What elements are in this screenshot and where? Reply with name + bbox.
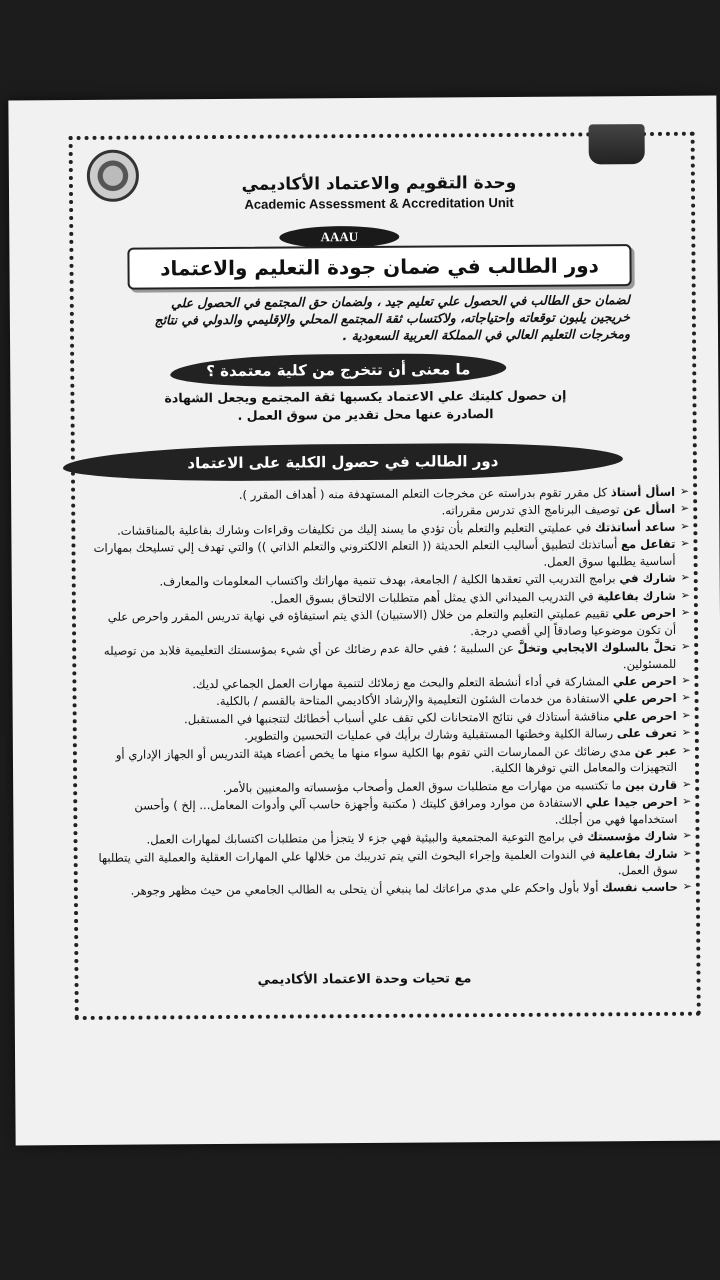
unit-title-arabic: وحدة التقويم والاعتماد الأكاديمي [241,172,517,195]
header [89,172,669,213]
list-item-text: ما تكتسبه من مهارات مع متطلبات سوق العمل وأصحاب مؤسساته والمعنيين بالأمر. [222,777,622,795]
list-item-lead: تفاعل مع [620,537,676,552]
section1-text: إن حصول كليتك علي الاعتماد يكسبها ثقة المجتمع ويجعل الشهادة الصادرة عنها محل تقدير من سوق العمل . [164,387,567,424]
arrow-bullet-icon: ➢ [682,846,692,860]
list-item-text: أساتذتك لتطبيق أساليب التعلم الحديثة (( التعلم الالكتروني والتعلم الذاتي )) والتي تهدف إلي تسليحك بمهارات أساسية يطلبها سوق العمل. [93,537,676,569]
arrow-bullet-icon: ➢ [680,639,691,653]
list-item-lead: احرص جيدا علي [585,794,678,810]
list-item-lead: احرص علي [612,606,677,621]
list-item [94,605,690,642]
list-item-lead: تعرف على [616,726,677,741]
list-item-text: أولا بأول واحكم علي مدي مراعاتك لما ينبغي أن يتحلى به الطالب الجامعي من حيث مظهر وجوهر. [130,880,599,899]
list-item-text: في عمليتي التعليم والتعلم بأن تؤدي ما يسند إليك من تكليفات وقراءات وشارك بفاعلية بالمناقشات. [117,520,592,538]
list-item [96,879,692,900]
role-list [93,484,692,901]
list-item-lead: احرص علي [613,708,677,724]
list-item-text: عن السلبية ؛ ففي حالة عدم رضائك عن أي شيء بمؤسستك التعليمية فلابد من توصيله للمسئولين. [103,641,677,671]
list-item-text: في برامج التوعية المجتمعية والبيئية فهي جزء لا يتجزأ من متطلبات اكتسابك لمهارات العمل. [146,829,584,847]
list-item-text: رسالة الكلية وخطتها المستقبلية وشارك برأيك في عمليات التحسين والتطوير. [244,726,614,744]
list-item-text: في الندوات العلمية وإجراء البحوث التي يتم تدريبك من خلالها علي المهارات العقلية والعملية التي يتطلبها سوق العمل. [98,846,678,878]
arrow-bullet-icon: ➢ [679,484,690,498]
arrow-bullet-icon: ➢ [682,794,692,808]
list-item-text: مناقشة أستاذك في نتائج الامتحانات لكي تقف علي أسباب أخطائك لتتجنبها في المستقبل. [184,709,610,727]
list-item-text: برامج التدريب التي تعقدها الكلية / الجامعة، بهدف تنمية مهاراتك واكتساب المعلومات والمعارف. [159,571,616,589]
arrow-bullet-icon: ➢ [680,588,690,602]
list-item-lead: احرص علي [612,673,677,689]
list-item [95,794,691,831]
arrow-bullet-icon: ➢ [682,880,692,894]
list-item-text: مدي رضائك عن الممارسات التي تقوم بها الكلية سواء منها ما يخص أعضاء هيئة التدريس أو الجهاز الإداري أو التجهيزات والمعامل التي توفرها الكلية. [115,743,678,776]
arrow-bullet-icon: ➢ [681,691,691,705]
arrow-bullet-icon: ➢ [680,537,690,551]
list-item [94,639,690,676]
list-item-lead: شارك في [619,571,676,586]
abbr-badge: AAAU [279,226,399,249]
list-item-text: الاستفادة من خدمات الشئون التعليمية والإرشاد الأكاديمي المتاحة بالقسم / بالكلية. [216,691,610,709]
arrow-bullet-icon: ➢ [680,605,690,619]
main-title: دور الطالب في ضمان جودة التعليم والاعتماد [127,244,631,290]
list-item-lead: ساعد أساتذتك [594,519,676,535]
list-item-lead: حاسب نفسك [602,880,678,895]
list-item-text: المشاركة في أداء أنشطة التعلم والبحث مع زملائك لتنمية مهارات العمل الجماعي لديك. [192,674,610,692]
arrow-bullet-icon: ➢ [680,519,690,533]
paper-sheet [8,96,720,1146]
arrow-bullet-icon: ➢ [679,502,690,516]
intro-paragraph: لضمان حق الطالب في الحصول علي تعليم جيد ، ولضمان حق المجتمع في الحصول علي خريجين يلبون توقعاته واحتياجاته، ولاكتساب ثقة المجتمع المحلي والإقليمي والدولي في نتائج ومخرجات التعليم العالي في المملكة العربية السعودية . [154,292,631,343]
list-item [93,536,689,573]
list-item-lead: شارك بفاعلية [597,588,676,604]
arrow-bullet-icon: ➢ [681,777,692,791]
university-logo-icon [589,124,645,164]
list-item-lead: عبر عن [634,743,677,758]
list-item-lead: تحلَّ بالسلوك الايجابي وتخلَّ [517,639,677,656]
arrow-bullet-icon: ➢ [681,726,691,740]
arrow-bullet-icon: ➢ [681,743,691,757]
unit-title-english: Academic Assessment & Accreditation Unit [244,194,514,212]
list-item-lead: شارك بفاعلية [599,846,678,861]
list-item-lead: شارك مؤسستك [587,828,678,844]
list-item-text: في التدريب الميداني الذي يمثل أهم متطلبات الالتحاق بسوق العمل. [270,589,594,606]
list-item [95,743,691,780]
list-item-lead: قارن بين [625,777,678,792]
list-item-lead: احرص علي [612,691,677,706]
list-item-text: الاستفادة من موارد ومرافق كليتك ( مكتبة وأجهزة حاسب آلي وأدوات المعامل... إلخ ) وأحسن استخدامها فهي من أجلك. [134,795,678,827]
arrow-bullet-icon: ➢ [681,673,691,687]
closing-signature: مع تحيات وحدة الاعتماد الأكاديمي [257,971,472,988]
list-item [96,845,692,882]
arrow-bullet-icon: ➢ [682,828,692,842]
arrow-bullet-icon: ➢ [680,571,690,585]
arrow-bullet-icon: ➢ [681,708,691,722]
list-item-lead: اسأل عن [622,502,676,517]
list-item-text: تقييم عمليتي التعليم والتعلم من خلال (الاستبيان) الذي يتم استيفاؤه في نهاية تدريس المقرر واحرص علي أن تكون موضوعيا وصادقاً إلي أقصي درجة. [107,606,677,638]
list-item-text: توصيف البرنامج الذي تدرس مقرراته. [441,502,620,518]
section1-banner: ما معنى أن تتخرج من كلية معتمدة ؟ [170,353,506,387]
section2-banner: دور الطالب في حصول الكلية على الاعتماد [63,442,623,482]
list-item-text: كل مقرر تقوم بدراسته عن مخرجات التعلم المستهدفة منه ( أهداف المقرر ). [238,485,608,502]
list-item-lead: اسأل أستاذ [610,484,676,500]
